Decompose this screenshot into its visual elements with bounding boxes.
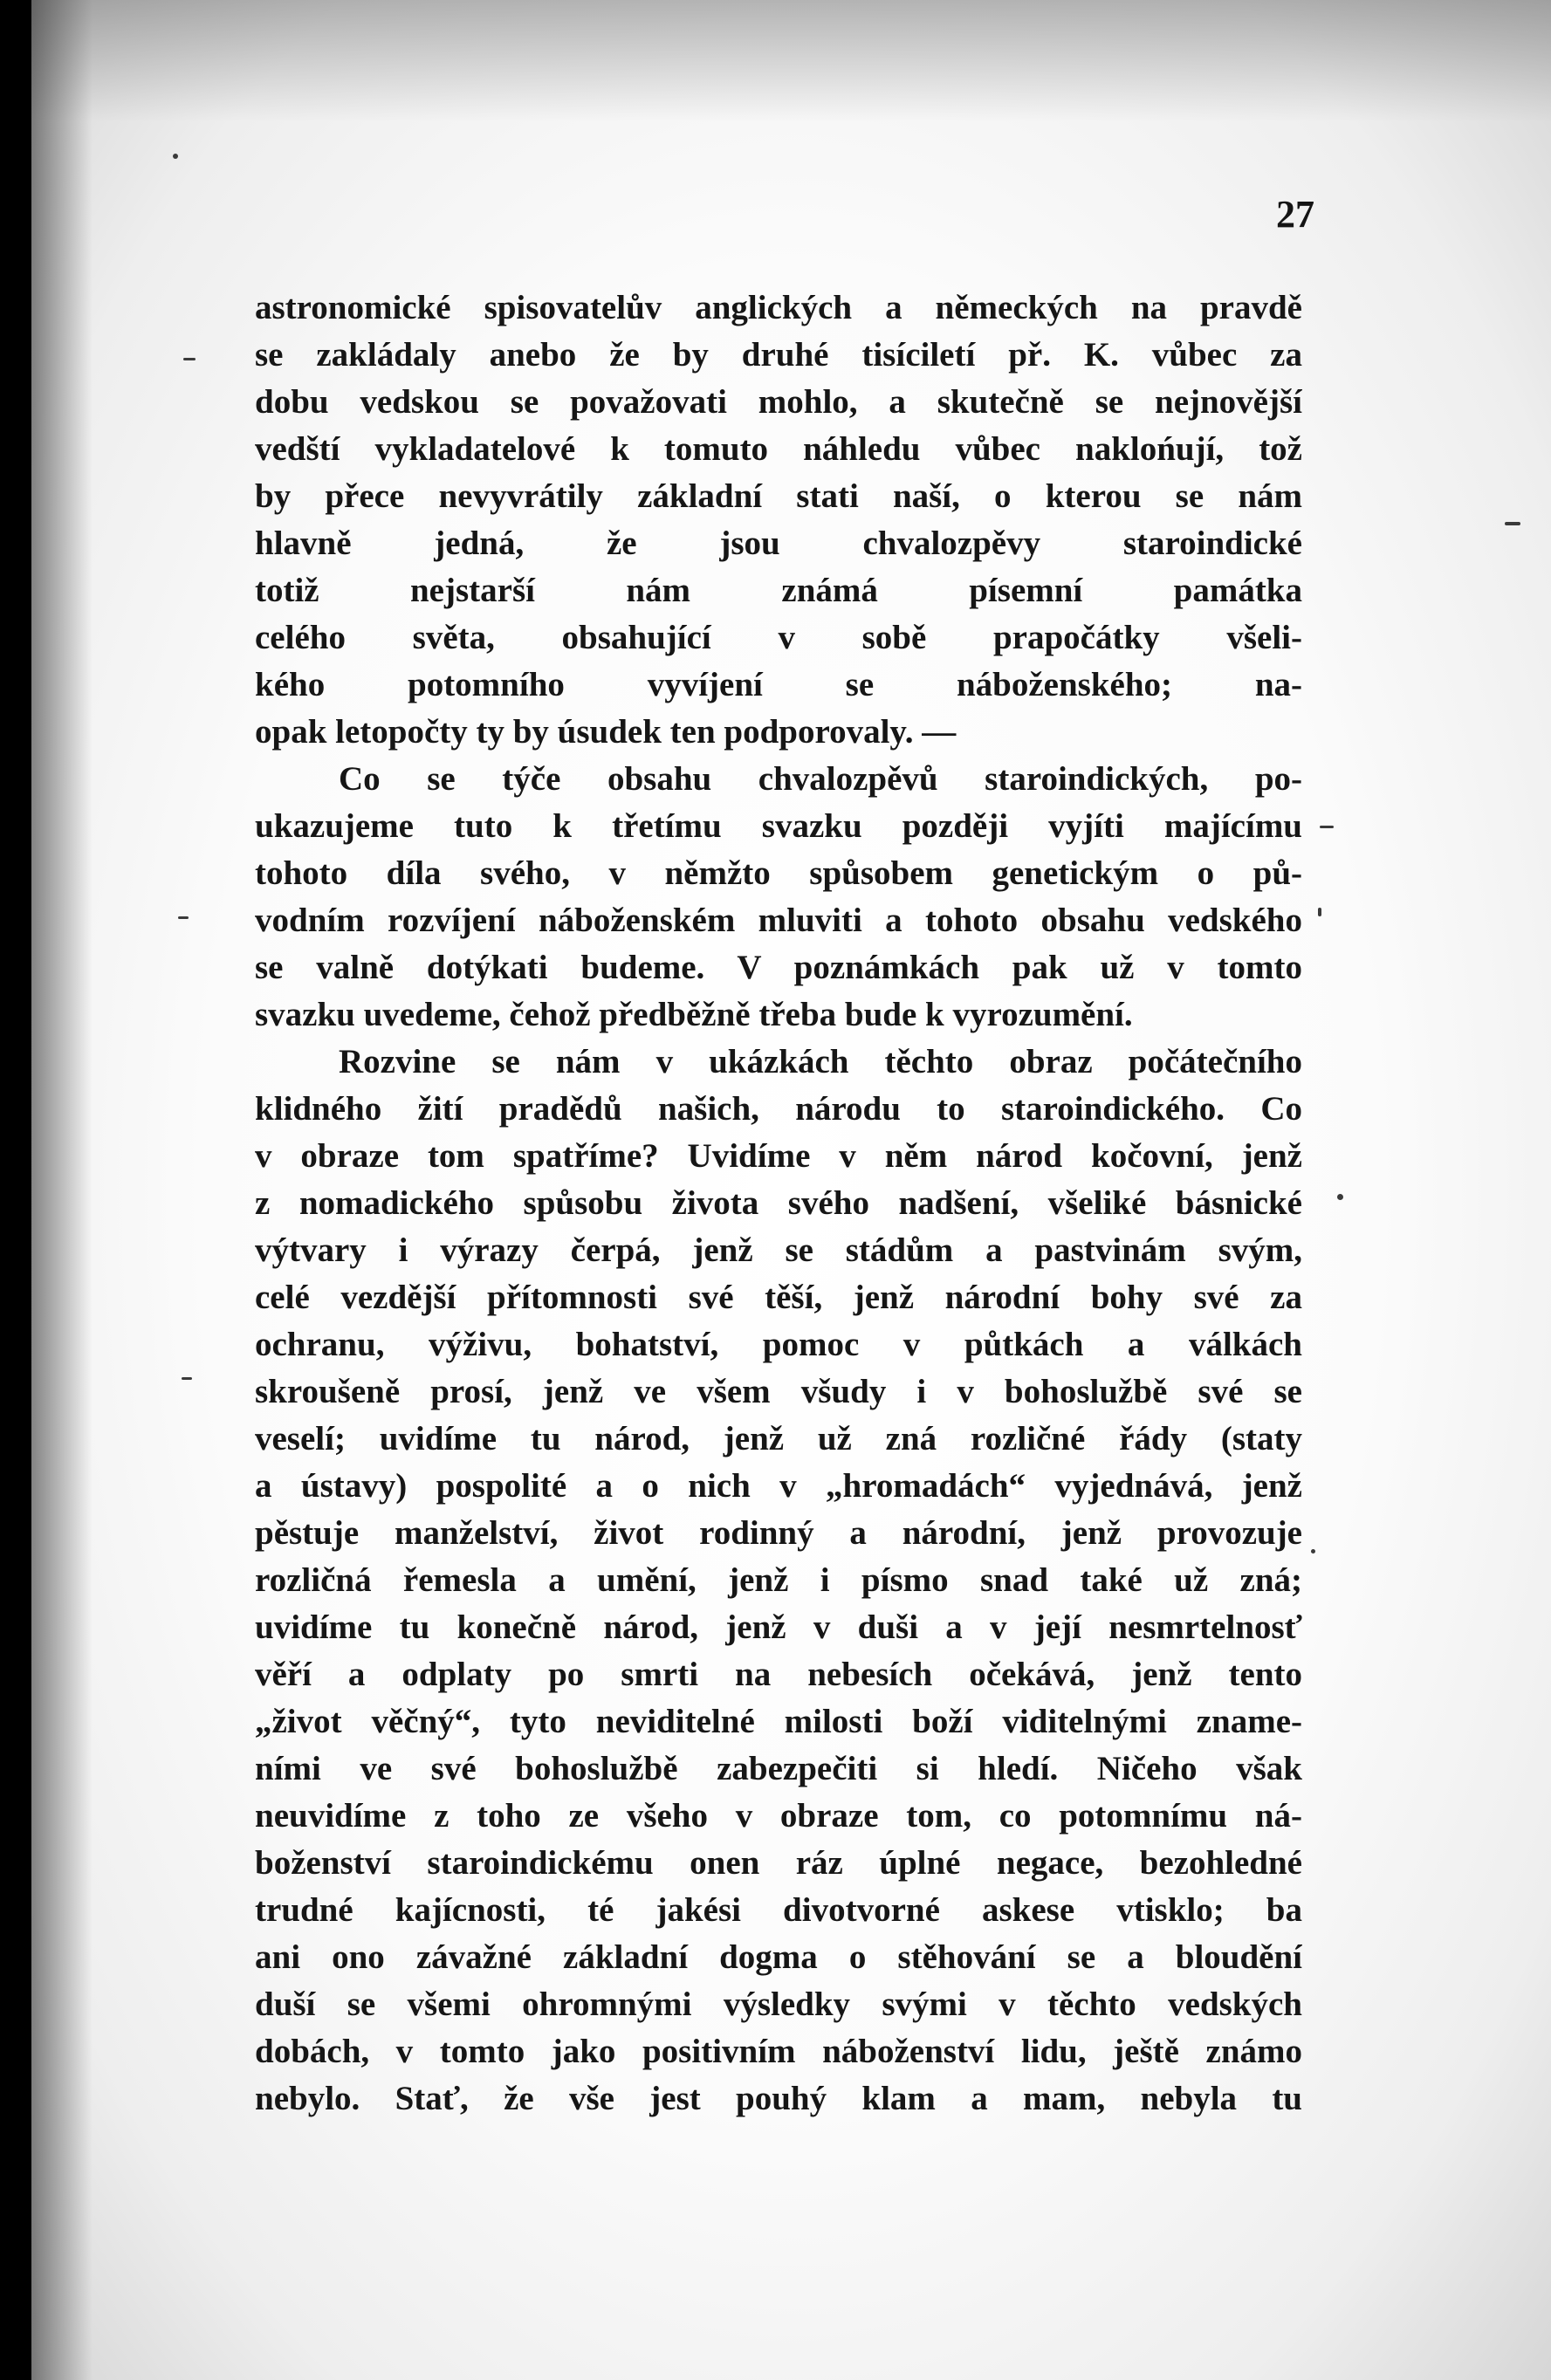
text-line: rozličná řemesla a umění, jenž i písmo snad také už zná; xyxy=(255,1561,1302,1599)
text-line: tohoto díla svého, v němžto spůsobem genetickým o pů- xyxy=(255,854,1302,892)
text-line: celé vezdější přítomnosti své těší, jenž národní bohy své za xyxy=(255,1279,1302,1316)
paragraph-start-line: Co se týče obsahu chvalozpěvů staroindických, po- xyxy=(339,760,1302,798)
text-line: ními ve své bohoslužbě zabezpečiti si hledí. Ničeho však xyxy=(255,1750,1302,1787)
page-gutter-shadow xyxy=(31,0,93,2380)
text-line: vodním rozvíjení náboženském mluviti a tohoto obsahu vedského xyxy=(255,902,1302,939)
text-line: trudné kajícnosti, té jakési divotvorné askese vtisklo; ba xyxy=(255,1891,1302,1929)
text-line: „život věčný“, tyto neviditelné milosti boží viditelnými zname- xyxy=(255,1703,1302,1740)
text-line: duší se všemi ohromnými výsledky svými v těchto vedských xyxy=(255,1986,1302,2023)
text-line: kého potomního vyvíjení se náboženského; na- xyxy=(255,666,1302,703)
text-line: ani ono závažné základní dogma o stěhování se a bloudění xyxy=(255,1938,1302,1976)
paragraph-start-line: Rozvine se nám v ukázkách těchto obraz počátečního xyxy=(339,1043,1302,1080)
text-line: opak letopočty ty by úsudek ten podporovaly. — xyxy=(255,713,957,751)
body-text xyxy=(255,285,1302,2123)
scan-speck xyxy=(173,154,178,159)
page-top-shadow xyxy=(31,0,1551,122)
text-line: astronomické spisovatelův anglických a německých na pravdě xyxy=(255,289,1302,326)
text-line: klidného žití pradědů našich, národu to staroindického. Co xyxy=(255,1090,1302,1128)
text-line: se valně dotýkati budeme. V poznámkách pak už v tomto xyxy=(255,949,1302,986)
scan-speck xyxy=(1311,1549,1315,1554)
text-line: neuvidíme z toho ze všeho v obraze tom, co potomnímu ná- xyxy=(255,1797,1302,1835)
text-line: dobu vedskou se považovati mohlo, a skutečně se nejnovější xyxy=(255,383,1302,421)
text-line: celého světa, obsahující v sobě prapočátky všeli- xyxy=(255,619,1302,656)
text-line: boženství staroindickému onen ráz úplné negace, bezohledné xyxy=(255,1844,1302,1882)
text-line: svazku uvedeme, čehož předběžně třeba bude k vyrozumění. xyxy=(255,996,1133,1033)
scan-speck xyxy=(182,1377,192,1380)
text-line: v obraze tom spatříme? Uvidíme v něm národ kočovní, jenž xyxy=(255,1137,1302,1175)
text-line: by přece nevyvrátily základní stati naší, o kterou se nám xyxy=(255,477,1302,515)
text-line: nebylo. Stať, že vše jest pouhý klam a mam, nebyla tu xyxy=(255,2080,1302,2117)
page-number: 27 xyxy=(1276,193,1314,236)
text-line: a ústavy) pospolité a o nich v „hromadách“ vyjednává, jenž xyxy=(255,1467,1302,1505)
text-line: věří a odplaty po smrti na nebesích očekává, jenž tento xyxy=(255,1656,1302,1693)
text-line: totiž nejstarší nám známá písemní památka xyxy=(255,572,1302,609)
text-line: hlavně jedná, že jsou chvalozpěvy staroindické xyxy=(255,525,1302,562)
scan-speck xyxy=(1505,522,1520,525)
text-line: uvidíme tu konečně národ, jenž v duši a v její nesmrtelnosť xyxy=(255,1608,1302,1646)
text-line: vedští vykladatelové k tomuto náhledu vůbec naklońují, tož xyxy=(255,430,1302,468)
text-line: ukazujeme tuto k třetímu svazku později vyjíti majícímu xyxy=(255,807,1302,845)
text-line: pěstuje manželství, život rodinný a národní, jenž provozuje xyxy=(255,1514,1302,1552)
text-line: ochranu, výživu, bohatství, pomoc v půtkách a válkách xyxy=(255,1326,1302,1363)
text-line: veselí; uvidíme tu národ, jenž už zná rozličné řády (staty xyxy=(255,1420,1302,1457)
scan-speck xyxy=(183,358,196,360)
book-page xyxy=(31,0,1551,2380)
scan-speck xyxy=(1320,826,1334,828)
scan-speck xyxy=(1337,1194,1343,1200)
text-line: dobách, v tomto jako positivním náboženství lidu, ještě známo xyxy=(255,2033,1302,2070)
text-line: výtvary i výrazy čerpá, jenž se stádům a pastvinám svým, xyxy=(255,1231,1302,1269)
text-line: z nomadického spůsobu života svého nadšení, všeliké básnické xyxy=(255,1184,1302,1222)
text-line: skroušeně prosí, jenž ve všem všudy i v bohoslužbě své se xyxy=(255,1373,1302,1410)
scan-speck xyxy=(178,916,189,919)
text-line: se zakládaly anebo že by druhé tisíciletí př. K. vůbec za xyxy=(255,336,1302,374)
scan-speck xyxy=(1318,908,1321,916)
